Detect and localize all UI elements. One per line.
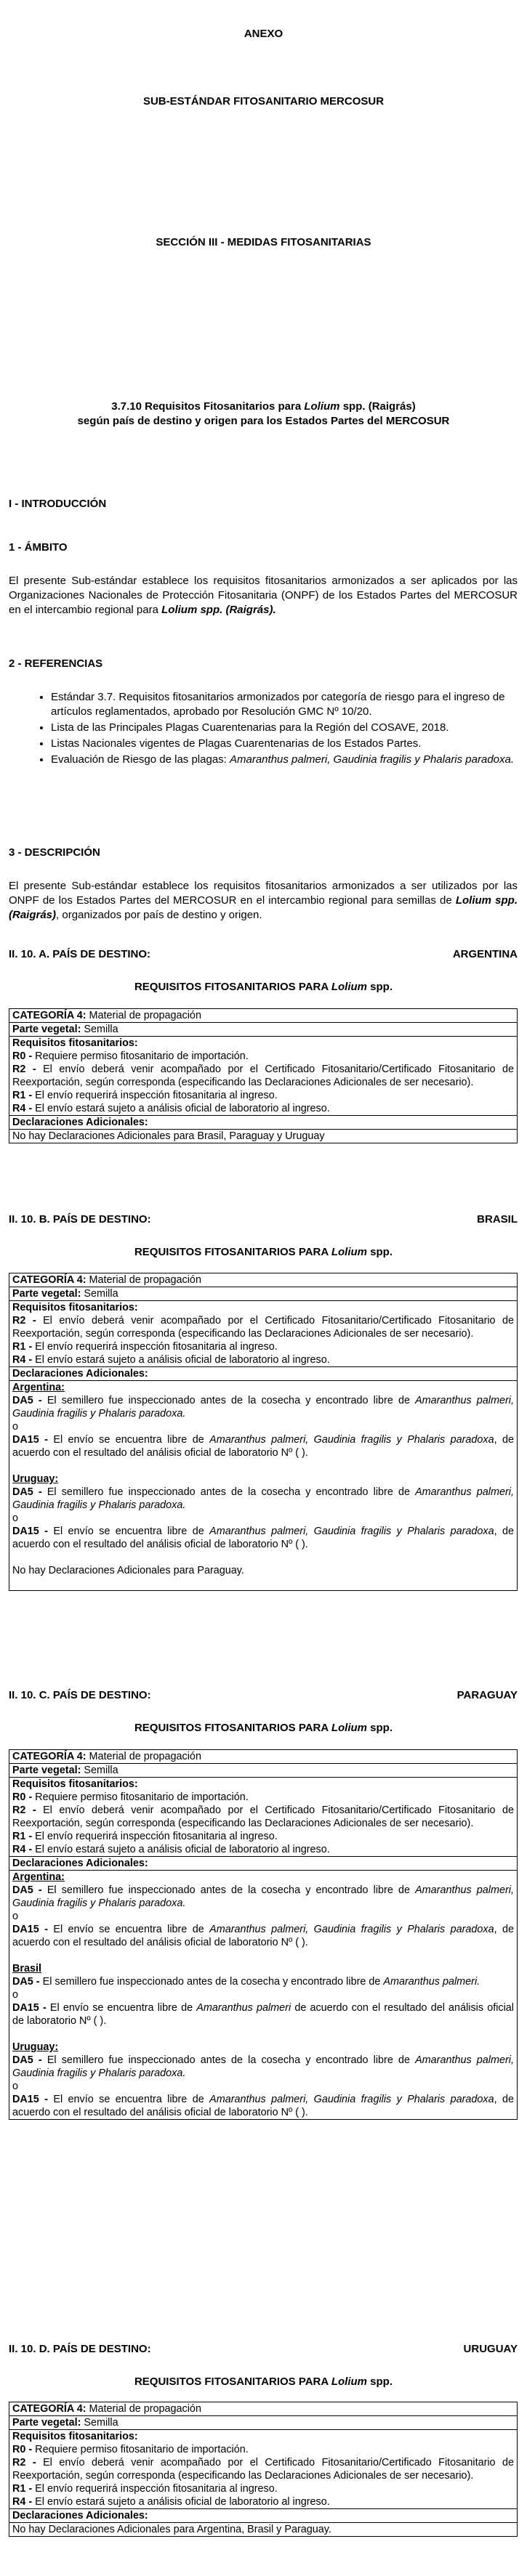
requirements-title-spp: spp. bbox=[367, 1722, 393, 1734]
requirements-title-text: REQUISITOS FITOSANITARIOS PARA bbox=[134, 981, 331, 993]
reference-item: • Estándar 3.7. Requisitos fitosanitarios armonizados por categoría de riesgo para el ingreso de artículos reglamentados, aprobado por Resolución GMC Nº 10/20. bbox=[51, 690, 527, 719]
requirements-cell: Requisitos fitosanitarios: R0 - Requiere permiso fitosanitario de importación. R2 - El envío deberá venir acompañado por el Certificado Fitosanitario/Certificado Fitosanitario de Reexportación, según corresponda (especificando las Declaraciones Adicionales de ser necesario). R1 - El envío requerirá inspección fitosanitaria al ingreso. R4 - El envío estará sujeto a análisis oficial de laboratorio al ingreso. bbox=[9, 1778, 518, 1857]
destination-brasil bbox=[9, 1213, 518, 1226]
annex-label: ANEXO bbox=[244, 28, 283, 40]
description-paragraph bbox=[9, 879, 518, 923]
category-table-argentina bbox=[9, 1008, 518, 1143]
destination-country: ARGENTINA bbox=[452, 948, 518, 960]
destination-country: PARAGUAY bbox=[456, 1689, 518, 1701]
category-table-brasil bbox=[9, 1273, 518, 1591]
category-cell: CATEGORÍA 4: Material de propagación bbox=[9, 1009, 518, 1023]
destination-label: II. 10. A. PAÍS DE DESTINO: bbox=[9, 948, 151, 960]
section-title: SECCIÓN III - MEDIDAS FITOSANITARIAS bbox=[156, 236, 371, 248]
no-declarations-note: No hay Declaraciones Adicionales para Paraguay. bbox=[12, 1565, 244, 1576]
description-text: El presente Sub-estándar establece los requisitos fitosanitarios armonizados a ser utilizados por las ONPF de los Estados Partes del MERCOSUR en el intercambio regional para semillas de bbox=[9, 880, 518, 907]
requirements-cell: Requisitos fitosanitarios: R2 - El envío deberá venir acompañado por el Certificado Fitosanitario/Certificado Fitosanitario de Reexportación, según corresponda (especificando las Declaraciones Adicionales de ser necesario). R1 - El envío requerirá inspección fitosanitaria al ingreso. R4 - El envío estará sujeto a análisis oficial de laboratorio al ingreso. bbox=[9, 1301, 518, 1367]
additional-declarations-label: Declaraciones Adicionales: bbox=[9, 1367, 518, 1381]
additional-declarations-cell: Argentina: DA5 - El semillero fue inspeccionado antes de la cosecha y encontrado libre de Amaranthus palmeri, Gaudinia fragilis y Phalaris paradoxa. o DA15 - El envío se encuentra libre de Amaranthus palmeri, Gaudinia fragilis y Phalaris paradoxa, de acuerdo con el resultado del análisis oficial de laboratorio Nº ( ). Uruguay: DA5 - El semillero fue inspeccionado antes de la cosecha y encontrado libre de Amaranthus palmeri, Gaudinia fragilis y Phalaris paradoxa. o DA15 - El envío se encuentra libre de Amaranthus palmeri, Gaudinia fragilis y Phalaris paradoxa, de acuerdo con el resultado del análisis oficial de laboratorio Nº ( ). No hay Declaraciones Adicionales para Paraguay. bbox=[9, 1381, 518, 1591]
document-title bbox=[0, 400, 527, 429]
additional-declarations-cell: No hay Declaraciones Adicionales para Argentina, Brasil y Paraguay. bbox=[9, 2523, 518, 2537]
destination-label: II. 10. B. PAÍS DE DESTINO: bbox=[9, 1213, 151, 1226]
requirements-title-text: REQUISITOS FITOSANITARIOS PARA bbox=[134, 1722, 331, 1734]
reference-item: • Listas Nacionales vigentes de Plagas Cuarentenarias de los Estados Partes. bbox=[51, 737, 527, 751]
requirements-title-genus: Lolium bbox=[331, 1722, 367, 1734]
destination-label: II. 10. C. PAÍS DE DESTINO: bbox=[9, 1689, 151, 1701]
destination-uruguay bbox=[9, 2343, 518, 2355]
reference-item: • Lista de las Principales Plagas Cuarentenarias para la Región del COSAVE, 2018. bbox=[51, 721, 527, 735]
destination-paraguay bbox=[9, 1689, 518, 1701]
requirements-title-text: REQUISITOS FITOSANITARIOS PARA bbox=[134, 2375, 331, 2388]
requirements-title-spp: spp. bbox=[367, 2375, 393, 2388]
ambito-text: El presente Sub-estándar establece los requisitos fitosanitarios armonizados a ser aplicados por las Organizaciones Nacionales de Protección Fitosanitaria (ONPF) de los Estados Partes del MERCOSUR en el intercambio regional para bbox=[9, 575, 518, 616]
category-table-uruguay bbox=[9, 2402, 518, 2537]
additional-declarations-label: Declaraciones Adicionales: bbox=[9, 2509, 518, 2523]
requirements-title-brasil bbox=[0, 1246, 527, 1258]
category-table-paraguay bbox=[9, 1749, 518, 2120]
ambito-paragraph bbox=[9, 574, 518, 617]
additional-declarations-label: Declaraciones Adicionales: bbox=[9, 1857, 518, 1871]
origin-argentina: Argentina: bbox=[12, 1382, 65, 1393]
description-species: Lolium spp. (Raigrás) bbox=[9, 894, 518, 921]
requirements-title-spp: spp. bbox=[367, 1246, 393, 1258]
requirements-title-genus: Lolium bbox=[331, 981, 367, 993]
requirements-title-spp: spp. bbox=[367, 981, 393, 993]
destination-country: BRASIL bbox=[477, 1213, 518, 1226]
requirements-title-uruguay bbox=[0, 2375, 527, 2388]
additional-declarations-cell: Argentina: DA5 - El semillero fue inspeccionado antes de la cosecha y encontrado libre de Amaranthus palmeri, Gaudinia fragilis y Phalaris paradoxa. o DA15 - El envío se encuentra libre de Amaranthus palmeri, Gaudinia fragilis y Phalaris paradoxa, de acuerdo con el resultado del análisis oficial de laboratorio Nº ( ). Brasil DA5 - El semillero fue inspeccionado antes de la cosecha y encontrado libre de Amaranthus palmeri. o DA15 - El envío se encuentra libre de Amaranthus palmeri de acuerdo con el resultado del análisis oficial de laboratorio Nº ( ). Uruguay: DA5 - El semillero fue inspeccionado antes de la cosecha y encontrado libre de Amaranthus palmeri, Gaudinia fragilis y Phalaris paradoxa. o DA15 - El envío se encuentra libre de Amaranthus palmeri, Gaudinia fragilis y Phalaris paradoxa, de acuerdo con el resultado del análisis oficial de laboratorio Nº ( ). bbox=[9, 1871, 518, 2120]
origin-argentina: Argentina: bbox=[12, 1871, 65, 1883]
requirements-title-text: REQUISITOS FITOSANITARIOS PARA bbox=[134, 1246, 331, 1258]
additional-declarations-cell: No hay Declaraciones Adicionales para Brasil, Paraguay y Uruguay bbox=[9, 1130, 518, 1143]
document-title-line2: según país de destino y origen para los Estados Partes del MERCOSUR bbox=[77, 415, 450, 427]
plant-part-cell: Parte vegetal: Semilla bbox=[9, 1764, 518, 1778]
ambito-species: Lolium spp. (Raigrás). bbox=[161, 604, 276, 616]
document-title-text-2: spp. (Raigrás) bbox=[339, 400, 416, 413]
description-heading: 3 - DESCRIPCIÓN bbox=[9, 846, 100, 859]
origin-uruguay: Uruguay: bbox=[12, 1473, 59, 1485]
reference-species: Amaranthus palmeri, Gaudinia fragilis y Phalaris paradoxa. bbox=[230, 753, 515, 766]
description-text-2: , organizados por país de destino y origen. bbox=[56, 909, 262, 921]
plant-part-cell: Parte vegetal: Semilla bbox=[9, 1023, 518, 1037]
plant-part-cell: Parte vegetal: Semilla bbox=[9, 2416, 518, 2430]
ambito-heading: 1 - ÁMBITO bbox=[9, 541, 68, 554]
intro-heading: I - INTRODUCCIÓN bbox=[9, 498, 107, 510]
document-title-genus: Lolium bbox=[304, 400, 340, 413]
requirements-cell: Requisitos fitosanitarios: R0 - Requiere permiso fitosanitario de importación. R2 - El envío deberá venir acompañado por el Certificado Fitosanitario/Certificado Fitosanitario de Reexportación, según corresponda (especificando las Declaraciones Adicionales de ser necesario). R1 - El envío requerirá inspección fitosanitaria al ingreso. R4 - El envío estará sujeto a análisis oficial de laboratorio al ingreso. bbox=[9, 1037, 518, 1116]
document-title-text: 3.7.10 Requisitos Fitosanitarios para bbox=[111, 400, 305, 413]
additional-declarations-label: Declaraciones Adicionales: bbox=[9, 1116, 518, 1130]
substandard-title: SUB-ESTÁNDAR FITOSANITARIO MERCOSUR bbox=[142, 95, 385, 108]
destination-argentina bbox=[9, 948, 518, 960]
requirements-cell: Requisitos fitosanitarios: R0 - Requiere permiso fitosanitario de importación. R2 - El envío deberá venir acompañado por el Certificado Fitosanitario/Certificado Fitosanitario de Reexportación, según corresponda (especificando las Declaraciones Adicionales de ser necesario). R1 - El envío requerirá inspección fitosanitaria al ingreso. R4 - El envío estará sujeto a análisis oficial de laboratorio al ingreso. bbox=[9, 2430, 518, 2509]
reference-text: Evaluación de Riesgo de las plagas: bbox=[51, 753, 230, 766]
requirements-title-genus: Lolium bbox=[331, 1246, 367, 1258]
references-heading: 2 - REFERENCIAS bbox=[9, 657, 103, 670]
origin-brasil: Brasil bbox=[12, 1963, 41, 1974]
requirements-title-argentina bbox=[0, 981, 527, 993]
category-cell: CATEGORÍA 4: Material de propagación bbox=[9, 1750, 518, 1764]
destination-label: II. 10. D. PAÍS DE DESTINO: bbox=[9, 2343, 151, 2355]
requirements-title-genus: Lolium bbox=[331, 2375, 367, 2388]
requirements-title-paraguay bbox=[0, 1722, 527, 1734]
references-list bbox=[35, 690, 527, 769]
category-cell: CATEGORÍA 4: Material de propagación bbox=[9, 2402, 518, 2416]
origin-uruguay: Uruguay: bbox=[12, 2041, 59, 2053]
category-cell: CATEGORÍA 4: Material de propagación bbox=[9, 1273, 518, 1287]
plant-part-cell: Parte vegetal: Semilla bbox=[9, 1287, 518, 1301]
reference-item bbox=[51, 753, 527, 767]
destination-country: URUGUAY bbox=[463, 2343, 518, 2355]
